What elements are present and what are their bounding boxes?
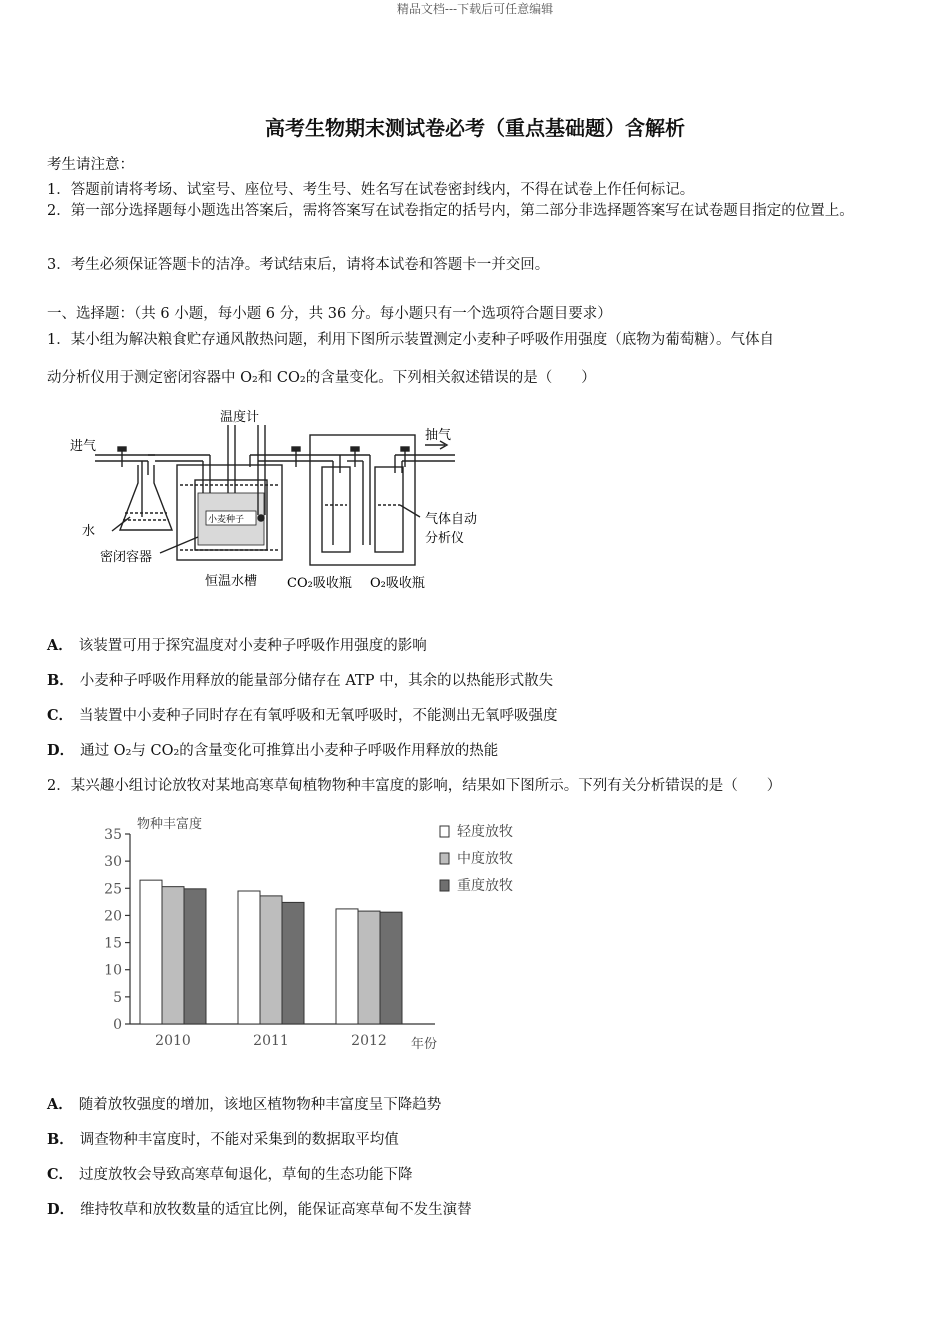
thermometer-label: 温度计 [220,410,260,425]
water-bath-label: 恒温水槽 [205,574,258,589]
q2-bar-chart [95,812,535,1057]
y-tick-label: 35 [104,827,122,843]
x-tick-label: 2011 [253,1033,289,1049]
y-tick-label: 5 [113,989,122,1006]
legend-label: 重度放牧 [457,878,513,894]
notice-item-3: 3．考生必须保证答题卡的洁净。考试结束后，请将本试卷和答题卡一并交回。 [47,257,550,273]
q2-option-c: C． 过度放牧会导致高寒草甸退化，草甸的生态功能下降 [47,1166,413,1183]
q1-option-c: C． 当装置中小麦种子同时存在有氧呼吸和无氧呼吸时，不能测出无氧呼吸强度 [47,707,558,724]
q2-option-d: D． 维持牧草和放牧数量的适宜比例，能保证高寒草甸不发生演替 [47,1201,472,1218]
legend-label: 中度放牧 [457,851,513,867]
o2-bottle-label: O₂吸收瓶 [370,576,425,591]
x-tick-label: 2012 [351,1033,387,1049]
bar-2011-2 [282,902,304,1024]
legend-swatch [440,880,449,891]
q1-stem-line2: 动分析仪用于测定密闭容器中 O₂和 CO₂的含量变化。下列相关叙述错误的是（ ） [47,370,596,386]
bar-2012-1 [358,911,380,1024]
bar-2010-0 [140,880,162,1024]
q1-apparatus-figure [60,405,480,600]
q2-stem: 2．某兴趣小组讨论放牧对某地高寒草甸植物物种丰富度的影响，结果如下图所示。下列有关分析错误的是（ ） [47,778,782,794]
y-axis-label: 物种丰富度 [137,817,203,832]
outlet-label: 抽气 [425,428,452,443]
q1-option-b: B． 小麦种子呼吸作用释放的能量部分储存在 ATP 中，其余的以热能形式散失 [47,672,554,689]
q1-option-d: D． 通过 O₂与 CO₂的含量变化可推算出小麦种子呼吸作用释放的热能 [47,742,499,759]
analyzer-label-2: 分析仪 [425,531,465,546]
legend-swatch [440,826,449,837]
y-tick-label: 25 [104,881,122,898]
bar-2010-1 [162,887,184,1024]
legend-swatch [440,853,449,864]
y-tick-label: 20 [104,908,122,925]
bar-2012-0 [336,909,358,1024]
y-tick-label: 0 [113,1017,122,1033]
bar-2011-1 [260,896,282,1024]
x-axis-label: 年份 [411,1037,438,1052]
bar-2011-0 [238,891,260,1024]
q1-option-a: A． 该装置可用于探究温度对小麦种子呼吸作用强度的影响 [47,637,427,654]
y-tick-label: 15 [104,935,122,952]
q2-option-a: A． 随着放牧强度的增加，该地区植物物种丰富度呈下降趋势 [47,1096,442,1113]
legend-label: 轻度放牧 [457,824,513,840]
notice-heading: 考生请注意： [47,157,134,173]
x-tick-label: 2010 [155,1033,191,1049]
seeds-label: 小麦种子 [208,515,245,525]
bar-2012-2 [380,912,402,1024]
co2-bottle-label: CO₂吸收瓶 [287,576,352,591]
section-heading: 一、选择题：（共 6 小题，每小题 6 分，共 36 分。每小题只有一个选项符合题目要求） [47,306,612,322]
notice-item-1: 1．答题前请将考场、试室号、座位号、考生号、姓名写在试卷密封线内，不得在试卷上作任何标记。 [47,182,695,198]
notice-item-2: 2．第一部分选择题每小题选出答案后，需将答案写在试卷指定的括号内，第二部分非选择题答案写在试卷题目指定的位置上。 [47,203,854,219]
analyzer-label-1: 气体自动 [425,512,478,527]
bar-2010-2 [184,889,206,1024]
water-label: 水 [82,524,96,539]
y-tick-label: 30 [104,854,122,871]
header-note: 精品文档---下载后可任意编辑 [396,2,554,16]
sealed-container-label: 密闭容器 [100,550,153,565]
q2-option-b: B． 调查物种丰富度时，不能对采集到的数据取平均值 [47,1131,399,1148]
page-title: 高考生物期末测试卷必考（重点基础题）含解析 [265,116,685,140]
inlet-label: 进气 [70,439,97,454]
y-tick-label: 10 [104,962,122,979]
q1-stem-line1: 1．某小组为解决粮食贮存通风散热问题，利用下图所示装置测定小麦种子呼吸作用强度（底物为葡萄糖）。气体自 [47,332,774,348]
